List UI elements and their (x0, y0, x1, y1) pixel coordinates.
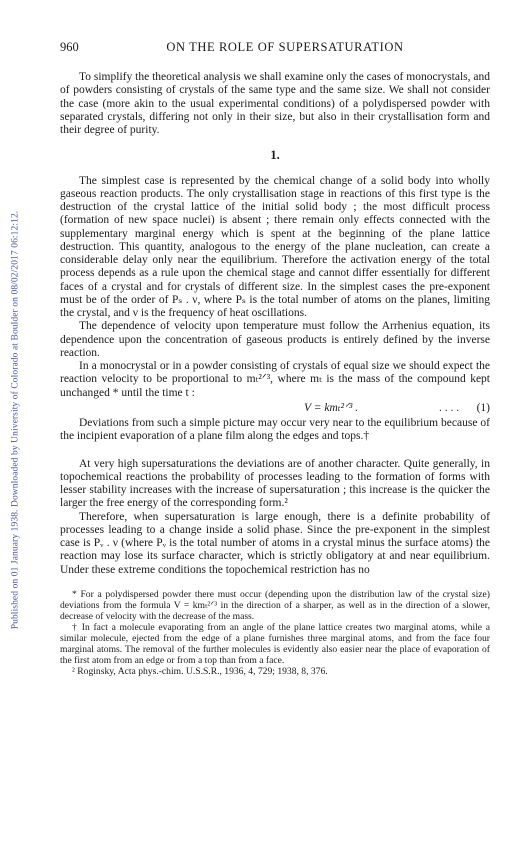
footnote: † In fact a molecule evaporating from an angle of the plane lattice creates two marginal atoms, while a similar molecule, ejected from the edge of a plane furnishes three marginal atoms, and from the face four marginal atoms. The removal of the further molecules is evidently also easier near the place of evaporation of the first atom from an edge or from a top than from a face. (60, 621, 490, 666)
provenance-sidebar (2, 40, 28, 800)
footnotes (60, 589, 490, 677)
provenance-text: Published on 01 January 1938. Downloaded by University of Colorado at Boulder on 08/02/2017 06:12:12. (10, 210, 20, 630)
article-body (60, 71, 490, 677)
section-heading: 1. (270, 148, 280, 163)
footnote: ² Roginsky, Acta phys.-chim. U.S.S.R., 1936, 4, 729; 1938, 8, 376. (72, 665, 328, 677)
intro-paragraph: To simplify the theoretical analysis we shall examine only the cases of monocrystals, and of powders consisting of crystals of the same type and the same size. We shall not consider the case (more akin to the usual experimental conditions) of a polydispersed powder with separated crystals, differing not only in their size, but also in their crystallisation form and their degree of purity. (60, 71, 490, 136)
body-paragraph: Deviations from such a simple picture may occur very near to the equilibrium because of the incipient evaporation of a plane film along the edges and tops.† (60, 417, 490, 443)
equation-number: (1) (476, 401, 490, 414)
running-title: ON THE ROLE OF SUPERSATURATION (166, 40, 404, 54)
page-number: 960 (60, 40, 79, 54)
body-paragraph: At very high supersaturations the deviations are of another character. Quite generally, in topochemical reactions the probability of processes leading to the formation of forms with lesser stability increases with the increase of supersaturation ; this increase is the quicker the larger the free energy of the corresponding form.² (60, 457, 490, 510)
body-paragraph: The simplest case is represented by the chemical change of a solid body into wholly gaseous reaction products. The only crystallisation stage in reactions of this first type is the destruction of the crystal lattice of the initial solid body ; the most difficult process (formation of new space nuclei) is absent ; there remain only effects connected with the supplementary marginal energy which is spent at the beginning of the plane lattice destruction. This quantity, analogous to the energy of the plane nucleation, can create a considerable delay only near the equilibrium. Therefore the activation energy of the total process depends as a rule upon the chemical stage and cannot differ essentially for different faces of a crystal and for crystals of different size. In the simplest cases the pre-exponent must be of the order of Pₛ . ν, where Pₛ is the total number of atoms on the planes, limiting the crystal, and ν is the frequency of heat oscillations. (60, 174, 490, 319)
body-paragraph: Therefore, when supersaturation is large enough, there is a definite probability of processes leading to a change inside a solid phase. Since the pre-exponent in the simplest case is Pᵥ . ν (where Pᵥ is the total number of atoms in a crystal minus the surface atoms) the reaction may lose its surface character, which is strictly obligatory at and near equilibrium. Under these extreme conditions the topochemical restriction has no (60, 510, 490, 576)
equation-dots: . . . . (439, 401, 460, 414)
page-header (60, 40, 490, 58)
body-paragraph: The dependence of velocity upon temperature must follow the Arrhenius equation, its dependence upon the concentration of gaseous products is entirely defined by the inverse reaction. (60, 320, 490, 359)
footnote: * For a polydispersed powder there must occur (depending upon the distribution law of the crystal size) deviations from the formula V = kmₜ²ᐟ³ in the direction of a sharper, as well as in the direction of a slower, decrease of velocity with the decrease of the mass. (60, 588, 490, 622)
equation-1 (60, 402, 490, 415)
equation-lhs: V = kmₜ²ᐟ³ . (304, 401, 359, 414)
body-paragraph: In a monocrystal or in a powder consisting of crystals of equal size we should expect the reaction velocity to be proportional to mₜ²ᐟ³, where mₜ is the mass of the compound kept unchanged * until the time t : (60, 360, 490, 399)
